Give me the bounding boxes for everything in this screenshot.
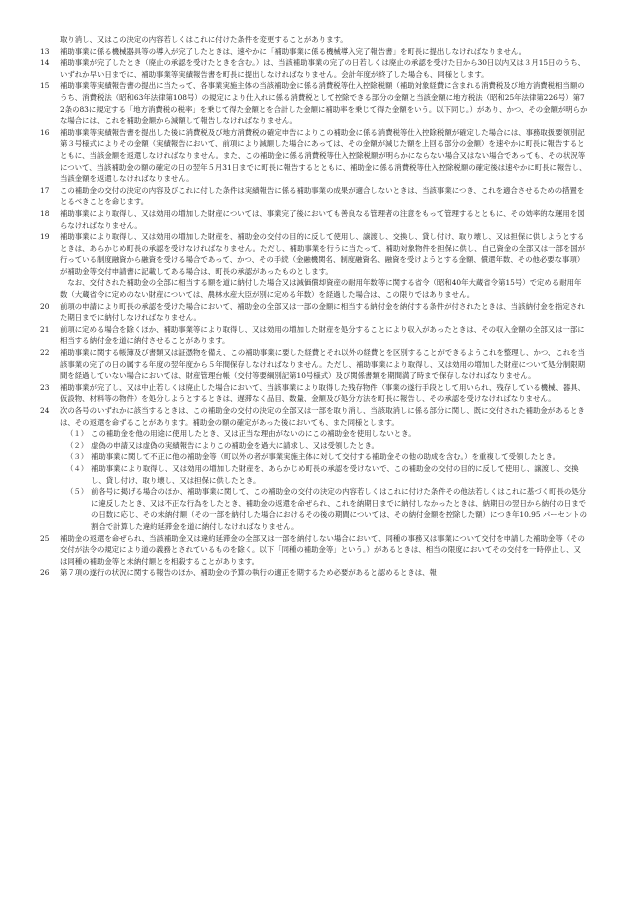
paragraph-12-continued: 取り消し、又はこの決定の内容若しくはこれに付けた条件を変更することがあります。	[60, 35, 348, 44]
paragraph-18: 18 補助事業により取得し、又は効用の増加した財産については、事業完了後においても善良なる管理者の注意をもって管理するとともに、その効率的な運用を図らなければなりません。	[40, 208, 585, 230]
paragraph-14: 14 補助事業が完了したとき（廃止の承認を受けたときを含む。）は、当該補助事業の完了の日若しくは廃止の承認を受けた日から30日以内又は３月15日のうち、いずれか早い日までに、補助事業等実績報告書を町長に提出しなければなりません。会計年度が終了した場合も、同様とします。	[40, 58, 586, 79]
paragraph-26: 26 第７項の遂行の状況に関する報告のほか、補助金の予算の執行の適正を期するため必要があると認めるときは、報	[40, 568, 437, 578]
paragraph-23: 23 補助事業が完了し、又は中止若しくは廃止した場合において、当該事業により取得した残存物件（事業の遂行手段として用いられ、残存している機械、器具、仮設物、材料等の物件）を処分しようとするときは、遅滞なく品目、数量、金額及び処分方法を町長に報告し、その承認を受けなければなりません。	[40, 382, 586, 404]
paragraph-21: 21 前項に定める場合を除くほか、補助事業等により取得し、又は効用の増加した財産を処分することにより収入があったときは、その収入金額の全部又は一部に相当する納付金を道に納付させることがあります。	[40, 324, 585, 346]
paragraph-13: 13 補助事業に係る機械器具等の導入が完了したときは、速やかに「補助事業に係る機械導入完了報告書」を町長に提出しなければなりません。	[40, 46, 527, 56]
paragraph-15: 15 補助事業等実績報告書の提出に当たって、各事業実施主体の当該補助金に係る消費税等仕入控除税額（補助対象経費に含まれる消費税及び地方消費税相当額のうち、消費税法（昭和63年法律第108号）の規定により仕入れに係る消費税として控除できる部分の金額と当該金額に地方税法（昭和25年法律第226号）第72条の83に規定する「地方消費税の税率」を乗じて得た金額とを合計した金額に補助率を乗じて得た金額をいう。以下同じ。）があり、かつ、その金額が明らかな場合には、これを補助金額から減額して報告しなければなりません。	[40, 81, 588, 126]
document-body	[40, 34, 588, 579]
paragraph-20: 20 前項の申請により町長の承認を受けた場合において、補助金の全部又は一部の金額に相当する納付金を納付する条件が付されたときは、当該納付金を指定された期日までに納付しなければなりません。	[40, 301, 585, 323]
paragraph-25: 25 補助金の返還を命ぜられ、当該補助金又は違約延滞金の全部又は一部を納付しない場合において、同種の事務又は事業について交付を申請した補助金等（その交付が法令の規定により道の義務とされているものを除く。以下「同種の補助金等」という。）があるときは、相当の限度においてその交付を一時停止し、又は同種の補助金等と未納付額とを相殺することがあります。	[40, 533, 585, 566]
list-item: （４） 補助事業により取得し、又は効用の増加した財産を、あらかじめ町長の承認を受けないで、この補助金の交付の目的に反して使用し、譲渡し、交換し、貸し付け、取り壊し、又は担保に供したとき。	[66, 463, 579, 485]
paragraph-17: 17 この補助金の交付の決定の内容及びこれに付した条件は実績報告に係る補助事業の成果が適合しないときは、当該事業につき、これを適合させるための措置をとるべきことを命じます。	[40, 185, 585, 207]
list-item: （２） 虚偽の申請又は虚偽の実績報告によりこの補助金を過大に請求し、又は受領したとき。	[66, 440, 379, 450]
paragraph-22: 22 補助事業に関する帳簿及び書類又は証憑物を備え、この補助事業に要した経費とそれ以外の経費とを区別することができるようこれを整理し、かつ、これを当該事業の完了の日の属する年度の翌年度から５年間保存しなければなりません。ただし、補助事業により取得し、又は効用の増加した財産について処分制限期間を経過していない場合においては、財産管理台帳（交付等要綱別記第10号様式）及び関係書類を期間満了時まで保存しなければなりません。	[40, 348, 586, 381]
paragraph-19: 19 補助事業により取得し、又は効用の増加した財産を、補助金の交付の目的に反して使用し、譲渡し、交換し、貸し付け、取り壊し、又は担保に供しようとするときは、あらかじめ町長の承認を受けなければなりません。ただし、補助事業を行うに当たって、補助対象物件を担保に供し、自己資金の全部又は一部を国が行っている制度融資から融資を受ける場合であって、かつ、その手続（金融機関名、制度融資名、融資を受けようとする金額、償還年数、その他必要な事項）が補助金等交付申請書に記載してある場合は、町長の承認があったものとします。	[40, 232, 586, 276]
list-item: （３） 補助事業に関して不正に他の補助金等（町以外の者が事業実施主体に対して交付する補助金その他の助成を含む。）を重複して受領したとき。	[66, 452, 561, 462]
list-item: （５） 前各号に掲げる場合のほか、補助事業に関して、この補助金の交付の決定の内容若しくはこれに付けた条件その他法若しくはこれに基づく町長の処分に違反したとき、又は不正な行為をしたとき、補助金の返還を命ぜられ、これを納期日までに納付しなかったときは、納期日の翌日から納付の日までの日数に応じ、その未納付額（その一部を納付した場合におけるその後の期間については、その納付金額を控除した額）につき年10.95 パーセントの割合で計算した違約延滞金を道に納付しなければなりません。	[66, 487, 588, 531]
paragraph-24: 24 次の各号のいずれかに該当するときは、この補助金の交付の決定の全部又は一部を取り消し、当該取消しに係る部分に関し、既に交付された補助金があるときは、その返還を命ずることがあります。補助金の額の確定があった後においても、また同様とします。	[40, 406, 585, 427]
paragraph-16: 16 補助事業等実績報告書を提出した後に消費税及び地方消費税の確定申告によりこの補助金に係る消費税等仕入控除税額が確定した場合には、事務取扱要領別記第３号様式によりその金額（実績報告において、前項により減額した場合にあっては、その金額が減じた額を上回る部分の金額）を速やかに町長に報告するとともに、当該金額を返還しなければなりません。また、この補助金に係る消費税等仕入控除税額が明らかにならない場合又はない場合であっても、その状況等について、当該補助金の額の確定の日の翌年５月31日までに町長に報告するとともに、補助金に係る消費税等仕入控除税額の確定後は速やかに町長に報告し、当該金額を返還しなければなりません。	[40, 127, 587, 184]
list-item: （１） この補助金を他の用途に使用したとき、又は正当な理由がないのにこの補助金を使用しないとき。	[66, 429, 416, 439]
paragraph-19-note: なお、交付された補助金の全部に相当する額を道に納付した場合又は減価償却資産の耐用年数等に関する省令（昭和40年大蔵省令第15号）で定める耐用年数（大蔵省令に定めのない財産については、農林水産大臣が別に定める年数）を経過した場合は、この限りではありません。	[60, 278, 582, 300]
